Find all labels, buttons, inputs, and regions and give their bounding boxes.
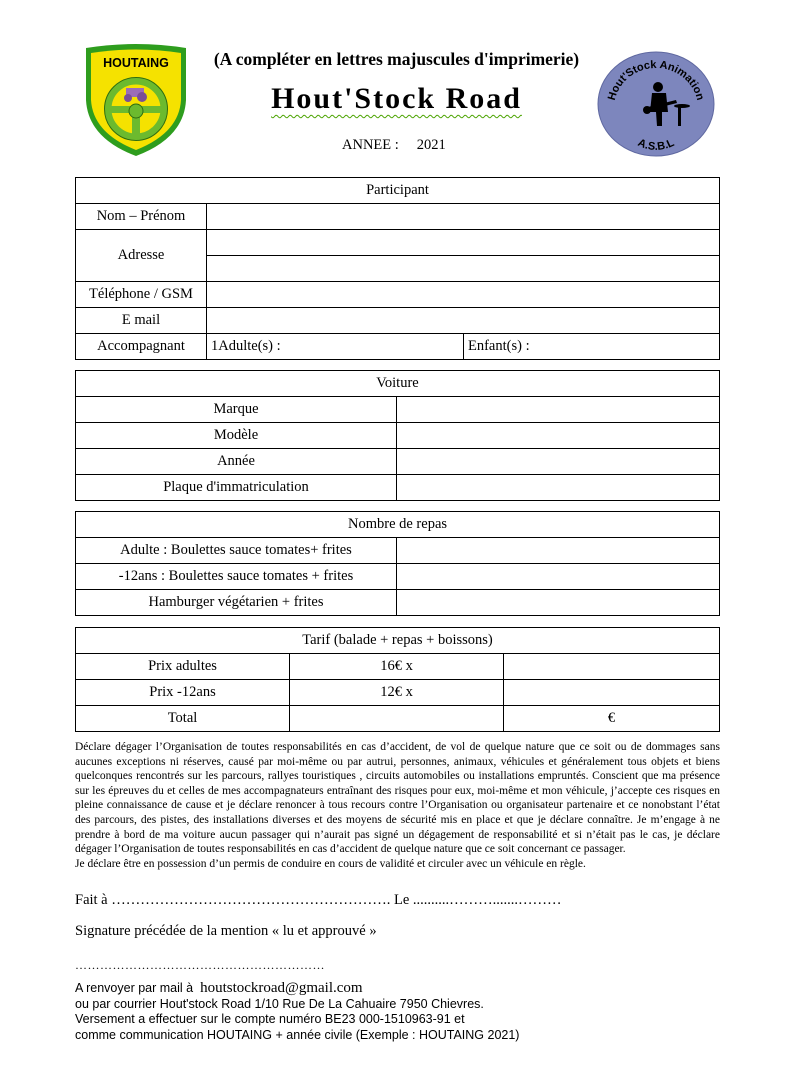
tariff-total-field[interactable]	[290, 706, 504, 732]
name-label: Nom – Prénom	[76, 204, 207, 230]
place-date-line[interactable]: Fait à …………………………………………………. Le ..........……….......………	[75, 892, 562, 908]
adults-field[interactable]: 1Adulte(s) :	[207, 334, 464, 360]
logo-top-text: Hout'Stock Animation	[605, 58, 707, 102]
mail-prefix: A renvoyer par mail à	[75, 981, 194, 995]
email-label: E mail	[76, 308, 207, 334]
car-heading: Voiture	[76, 371, 720, 397]
meal-child-field[interactable]	[397, 564, 720, 590]
houtstock-animation-logo	[596, 50, 716, 158]
meal-adult-label: Adulte : Boulettes sauce tomates+ frites	[76, 538, 397, 564]
postal-address: ou par courrier Hout'stock Road 1/10 Rue De La Cahuaire 7950 Chievres.	[75, 996, 484, 1011]
car-year-field[interactable]	[397, 449, 720, 475]
meal-veggie-field[interactable]	[397, 590, 720, 616]
tariff-child-total-field[interactable]	[504, 680, 720, 706]
payment-account: Versement a effectuer sur le compte numéro BE23 000-1510963-91 et	[75, 1012, 465, 1027]
tariff-adult-total-field[interactable]	[504, 654, 720, 680]
tariff-child-label: Prix -12ans	[76, 680, 290, 706]
email-field[interactable]	[207, 308, 720, 334]
address-field-line-1[interactable]	[207, 230, 720, 256]
contact-email-link[interactable]: houtstockroad@gmail.com	[200, 980, 363, 996]
payment-communication: comme communication HOUTAING + année civile (Exemple : HOUTAING 2021)	[75, 1027, 520, 1042]
companion-label: Accompagnant	[76, 334, 207, 360]
meals-heading: Nombre de repas	[76, 512, 720, 538]
year-line	[342, 137, 446, 154]
meal-child-label: -12ans : Boulettes sauce tomates + frites	[76, 564, 397, 590]
tariff-total-label: Total	[76, 706, 290, 732]
tariff-total-unit: €	[504, 706, 720, 732]
meal-adult-field[interactable]	[397, 538, 720, 564]
return-instructions	[75, 981, 519, 1043]
car-brand-label: Marque	[76, 397, 397, 423]
car-brand-field[interactable]	[397, 397, 720, 423]
license-statement: Je déclare être en possession d’un permis de conduire en cours de validité et circuler avec un véhicule en règle.	[75, 857, 586, 870]
logo-bottom-text: A.S.B.L	[635, 136, 677, 153]
fill-instruction: (A compléter en lettres majuscules d'imprimerie)	[213, 49, 580, 69]
name-field[interactable]	[207, 204, 720, 230]
meal-veggie-label: Hamburger végétarien + frites	[76, 590, 397, 616]
phone-field[interactable]	[207, 282, 720, 308]
declaration-text: Déclare dégager l’Organisation de toutes responsabilités en cas d’accident, de vol de quelque nature que ce soit ou de dommages sans aucunes exceptions ni réserves, causé par moi-même ou par autrui, personnes, animaux, véhicules et généralement tous objets et biens quelconques rencontrés sur les parcours, rallyes touristiques , circuits automobiles ou installations empruntés. Conscient que ma présence sur les épreuves du et celles de mes accompagnateurs entraînant des risques pour eux, moi-même et mon véhicule, j’accepte ces risques en pleine connaissance de cause et je déclare renoncer à tous recours contre l’Organisation ou organisateur partenaire et ce nonobstant l’état des parcours, des pistes, des installations diverses et des moyens de sécurité mis en place et que je déclare connaître. Je m’engage à ne prendre à bord de ma voiture aucun passager qui n’aurait pas signé un dégagement de responsabilité et si n’était pas le cas, je déclare dégager l’Organisation de toutes responsabilités en cas d’accident de quelque nature que ce soit concernant ce passager.	[75, 741, 720, 856]
tariff-adult-price: 16€ x	[290, 654, 504, 680]
tariff-heading: Tarif (balade + repas + boissons)	[76, 628, 720, 654]
liability-declaration	[75, 740, 720, 871]
year-value: 2021	[416, 137, 446, 153]
car-model-field[interactable]	[397, 423, 720, 449]
shield-logo-text: HOUTAING	[103, 56, 169, 70]
tariff-adult-label: Prix adultes	[76, 654, 290, 680]
participant-heading: Participant	[76, 178, 720, 204]
signature-mention: Signature précédée de la mention « lu et approuvé »	[75, 923, 377, 939]
signature-field[interactable]: ……………………………………………………	[75, 958, 325, 972]
children-field[interactable]: Enfant(s) :	[464, 334, 720, 360]
car-plate-field[interactable]	[397, 475, 720, 501]
year-label: ANNEE :	[342, 137, 399, 153]
phone-label: Téléphone / GSM	[76, 282, 207, 308]
page-title: Hout'Stock Road	[271, 82, 522, 115]
meals-table	[75, 511, 720, 616]
participant-table	[75, 177, 720, 360]
address-field-line-2[interactable]	[207, 256, 720, 282]
address-label: Adresse	[76, 230, 207, 282]
car-year-label: Année	[76, 449, 397, 475]
car-plate-label: Plaque d'immatriculation	[76, 475, 397, 501]
tariff-table	[75, 627, 720, 732]
car-model-label: Modèle	[76, 423, 397, 449]
car-table	[75, 370, 720, 501]
tariff-child-price: 12€ x	[290, 680, 504, 706]
